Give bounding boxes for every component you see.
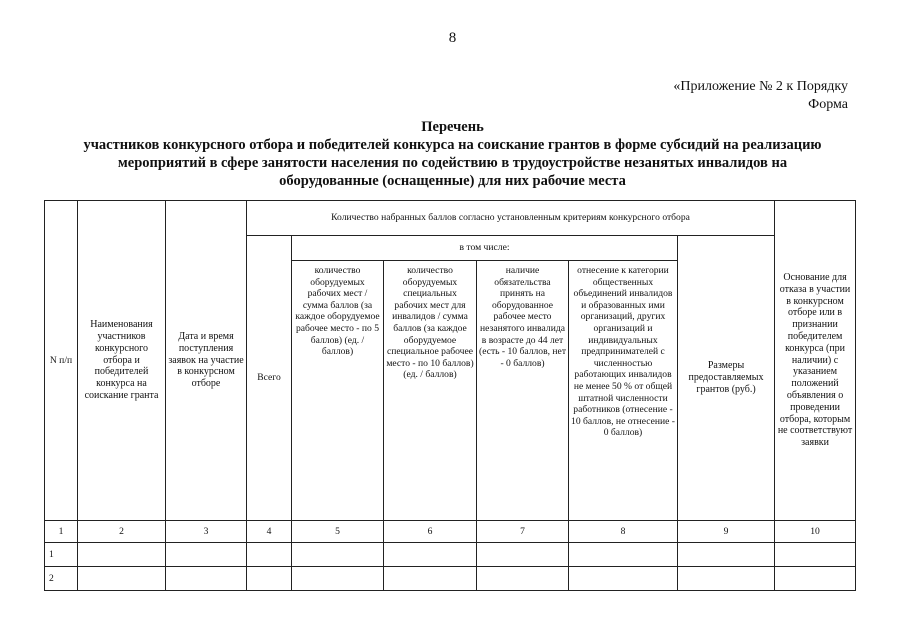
table-cell bbox=[569, 543, 678, 567]
column-number: 3 bbox=[166, 521, 247, 543]
table-cell bbox=[678, 567, 775, 591]
header-participant-name: Наименования участников конкурсного отбора и победителей конкурса на соискание гранта bbox=[78, 201, 166, 521]
column-number: 8 bbox=[569, 521, 678, 543]
row-number: 1 bbox=[45, 543, 78, 567]
header-total: Всего bbox=[247, 236, 292, 521]
table-row bbox=[45, 543, 856, 567]
table-cell bbox=[292, 543, 384, 567]
header-row-1 bbox=[45, 201, 856, 236]
form-label: Форма bbox=[808, 97, 848, 112]
participants-table bbox=[44, 200, 856, 591]
table-cell bbox=[775, 543, 856, 567]
table-cell bbox=[678, 543, 775, 567]
appendix-reference: «Приложение № 2 к Порядку bbox=[673, 79, 848, 94]
header-workplaces: количество оборудуемых рабочих мест / сумма баллов (за каждое оборудуемое рабочее место - по 5 баллов) (ед. / баллов) bbox=[292, 261, 384, 521]
title-line-4: оборудованные (оснащенные) для них рабочие места bbox=[279, 173, 626, 189]
table-cell bbox=[775, 567, 856, 591]
header-submission-date: Дата и время поступления заявок на участие в конкурсном отборе bbox=[166, 201, 247, 521]
column-number: 9 bbox=[678, 521, 775, 543]
column-number: 1 bbox=[45, 521, 78, 543]
title-line-1: Перечень bbox=[421, 119, 484, 135]
header-points-group: Количество набранных баллов согласно установленным критериям конкурсного отбора bbox=[247, 201, 775, 236]
header-number: N п/п bbox=[45, 201, 78, 521]
row-number: 2 bbox=[45, 567, 78, 591]
table-cell bbox=[569, 567, 678, 591]
column-number: 10 bbox=[775, 521, 856, 543]
header-organization-category: отнесение к категории общественных объединений инвалидов и образованных ими организаций, других организаций и индивидуальных предпринимателей с численностью работающих инвалидов не менее 50 % от общей штатной численности работников (отнесение - 10 баллов, не отнесение - 0 баллов) bbox=[569, 261, 678, 521]
table-cell bbox=[247, 567, 292, 591]
table-cell bbox=[384, 567, 477, 591]
table-cell bbox=[78, 567, 166, 591]
table-cell bbox=[166, 567, 247, 591]
column-number: 6 bbox=[384, 521, 477, 543]
header-employment-obligation: наличие обязательства принять на оборудованное рабочее место незанятого инвалида в возрасте до 44 лет (есть - 10 баллов, нет - 0 баллов) bbox=[477, 261, 569, 521]
header-including: в том числе: bbox=[292, 236, 678, 261]
header-special-workplaces: количество оборудуемых специальных рабочих мест для инвалидов / сумма баллов (за каждое оборудуемое специальное рабочее место - по 10 баллов) (ед. / баллов) bbox=[384, 261, 477, 521]
header-refusal-reason: Основание для отказа в участии в конкурсном отборе или в признании победителем конкурса (при наличии) с указанием положений объявления о проведении отбора, которым не соответствуют заявки bbox=[775, 201, 856, 521]
title-line-2: участников конкурсного отбора и победителей конкурса на соискание грантов в форме субсидий на реализацию bbox=[83, 137, 822, 153]
appendix-header bbox=[673, 78, 848, 114]
table-cell bbox=[247, 543, 292, 567]
header-grant-size: Размеры предоставляемых грантов (руб.) bbox=[678, 236, 775, 521]
document-title bbox=[0, 118, 905, 190]
title-line-3: мероприятий в сфере занятости населения по содействию в трудоустройстве незанятых инвалидов на bbox=[117, 155, 788, 171]
column-number: 2 bbox=[78, 521, 166, 543]
table-cell bbox=[384, 543, 477, 567]
table-cell bbox=[477, 543, 569, 567]
column-number: 7 bbox=[477, 521, 569, 543]
page-number: 8 bbox=[448, 30, 457, 46]
column-number: 4 bbox=[247, 521, 292, 543]
column-numbers-row bbox=[45, 521, 856, 543]
table-row bbox=[45, 567, 856, 591]
column-number: 5 bbox=[292, 521, 384, 543]
table-cell bbox=[166, 543, 247, 567]
table-cell bbox=[292, 567, 384, 591]
table-cell bbox=[78, 543, 166, 567]
table-cell bbox=[477, 567, 569, 591]
